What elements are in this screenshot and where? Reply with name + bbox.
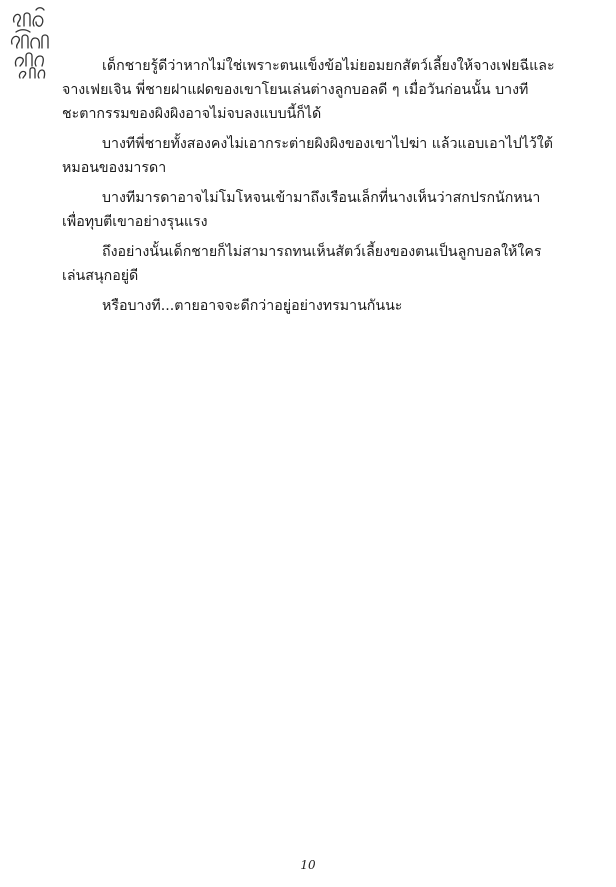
publisher-logo-mark: [6, 4, 52, 80]
paragraph: บางทีมารดาอาจไม่โมโหจนเข้ามาถึงเรือนเล็กที่นางเห็นว่าสกปรกนักหนาเพื่อทุบตีเขาอย่างรุนแรง: [62, 190, 541, 230]
page-number: 10: [300, 858, 316, 872]
paragraph: บางทีพี่ชายทั้งสองคงไม่เอากระต่ายผิงผิงของเขาไปฆ่า แล้วแอบเอาไปไว้ใต้หมอนของมารดา: [62, 136, 553, 176]
body-text: [62, 54, 562, 318]
publisher-logo: [6, 4, 52, 80]
paragraph: เด็กชายรู้ดีว่าหากไม่ใช่เพราะตนแข็งข้อไม่ยอมยกสัตว์เลี้ยงให้จางเฟยฉีและจางเฟยเจิน พี่ชายฝาแฝดของเขาโยนเล่นต่างลูกบอลดี ๆ เมื่อวันก่อนนั้น บางทีชะตากรรมของผิงผิงอาจไม่จบลงแบบนี้ก็ได้: [62, 58, 555, 122]
paragraph: หรือบางที...ตายอาจจะดีกว่าอยู่อย่างทรมานกันนะ: [102, 298, 403, 314]
paragraph: ถึงอย่างนั้นเด็กชายก็ไม่สามารถทนเห็นสัตว์เลี้ยงของตนเป็นลูกบอลให้ใครเล่นสนุกอยู่ดี: [62, 244, 542, 284]
